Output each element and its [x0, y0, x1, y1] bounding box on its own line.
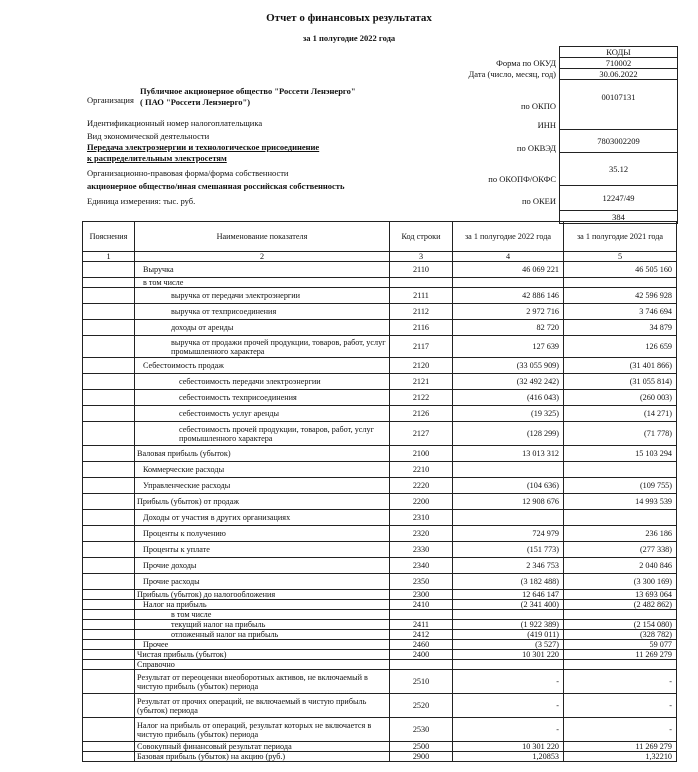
row-note	[83, 446, 135, 462]
table-row	[83, 558, 677, 574]
row-value-2022: 10 301 220	[453, 650, 564, 660]
okud-value: 710002	[560, 58, 678, 69]
row-code: 2330	[390, 542, 453, 558]
row-name: Результат от переоценки внеоборотных активов, не включаемый в чистую прибыль (убыток) периода	[135, 670, 390, 694]
row-code: 2112	[390, 304, 453, 320]
row-value-2021: 3 746 694	[564, 304, 677, 320]
table-row	[83, 494, 677, 510]
row-note	[83, 640, 135, 650]
row-value-2022: (419 011)	[453, 630, 564, 640]
row-value-2021: 11 269 279	[564, 742, 677, 752]
row-code: 2200	[390, 494, 453, 510]
okved-value: 35.12	[560, 153, 678, 186]
legal-form-value: акционерное общество/иная смешанная российская собственность	[87, 181, 345, 191]
table-row	[83, 336, 677, 358]
row-value-2022: (19 325)	[453, 406, 564, 422]
row-value-2022: 10 301 220	[453, 742, 564, 752]
row-value-2021: (277 338)	[564, 542, 677, 558]
row-name: Управленческие расходы	[135, 478, 390, 494]
table-row	[83, 650, 677, 660]
table-row	[83, 422, 677, 446]
row-code: 2116	[390, 320, 453, 336]
row-name: себестоимость прочей продукции, товаров, работ, услуг промышленного характера	[135, 422, 390, 446]
row-code: 2510	[390, 670, 453, 694]
row-name: Прочее	[135, 640, 390, 650]
row-name: Коммерческие расходы	[135, 462, 390, 478]
org-short-name: ( ПАО "Россети Ленэнерго")	[140, 97, 251, 107]
row-code: 2300	[390, 590, 453, 600]
row-note	[83, 358, 135, 374]
date-label: Дата (число, месяц, год)	[468, 69, 556, 79]
row-value-2021: 2 040 846	[564, 558, 677, 574]
okud-label: Форма по ОКУД	[496, 58, 556, 68]
row-value-2021: 34 879	[564, 320, 677, 336]
row-note	[83, 670, 135, 694]
row-code	[390, 610, 453, 620]
table-row	[83, 742, 677, 752]
row-name: Базовая прибыль (убыток) на акцию (руб.)	[135, 752, 390, 762]
table-row	[83, 590, 677, 600]
table-row	[83, 620, 677, 630]
row-name: Проценты к уплате	[135, 542, 390, 558]
row-name: Проценты к получению	[135, 526, 390, 542]
table-row	[83, 670, 677, 694]
table-row	[83, 610, 677, 620]
row-code: 2100	[390, 446, 453, 462]
row-value-2022	[453, 462, 564, 478]
row-name: отложенный налог на прибыль	[135, 630, 390, 640]
col-number: 1	[83, 252, 135, 262]
legal-form-label: Организационно-правовая форма/форма собственности	[87, 168, 289, 178]
row-value-2021: 236 186	[564, 526, 677, 542]
row-value-2022: 12 908 676	[453, 494, 564, 510]
row-code: 2122	[390, 390, 453, 406]
row-value-2021	[564, 278, 677, 288]
okopf-label: по ОКОПФ/ОКФС	[488, 174, 556, 184]
row-note	[83, 262, 135, 278]
row-name: Налог на прибыль	[135, 600, 390, 610]
activity-line1: Передача электроэнергии и технологическое присоединение	[87, 142, 320, 152]
row-value-2022: (2 341 400)	[453, 600, 564, 610]
row-value-2022: (151 773)	[453, 542, 564, 558]
row-name: Чистая прибыль (убыток)	[135, 650, 390, 660]
row-note	[83, 620, 135, 630]
table-row	[83, 478, 677, 494]
row-value-2022: (3 527)	[453, 640, 564, 650]
row-value-2021: (31 401 866)	[564, 358, 677, 374]
row-note	[83, 406, 135, 422]
table-row	[83, 600, 677, 610]
row-value-2021: (14 271)	[564, 406, 677, 422]
row-value-2021: (260 003)	[564, 390, 677, 406]
okved-label: по ОКВЭД	[516, 143, 556, 153]
unit-label: Единица измерения: тыс. руб.	[87, 196, 196, 206]
org-name: Публичное акционерное общество "Россети Ленэнерго"	[140, 86, 356, 96]
row-note	[83, 278, 135, 288]
row-value-2022: 42 886 146	[453, 288, 564, 304]
table-row	[83, 660, 677, 670]
row-value-2021	[564, 660, 677, 670]
row-note	[83, 574, 135, 590]
row-value-2022: (104 636)	[453, 478, 564, 494]
codes-header: КОДЫ	[560, 47, 678, 58]
okei-value: 384	[560, 211, 678, 224]
row-note	[83, 374, 135, 390]
row-name: текущий налог на прибыль	[135, 620, 390, 630]
row-value-2021: -	[564, 694, 677, 718]
row-code: 2460	[390, 640, 453, 650]
row-name: себестоимость услуг аренды	[135, 406, 390, 422]
row-value-2022: (32 492 242)	[453, 374, 564, 390]
row-value-2022	[453, 610, 564, 620]
row-value-2021: -	[564, 718, 677, 742]
row-value-2022: 46 069 221	[453, 262, 564, 278]
row-note	[83, 650, 135, 660]
table-row	[83, 288, 677, 304]
row-name: выручка от продажи прочей продукции, товаров, работ, услуг промышленного характера	[135, 336, 390, 358]
row-note	[83, 510, 135, 526]
row-note	[83, 718, 135, 742]
row-value-2021: 11 269 279	[564, 650, 677, 660]
row-name: выручка от передачи электроэнергии	[135, 288, 390, 304]
okpo-label: по ОКПО	[520, 101, 556, 111]
row-value-2022: -	[453, 670, 564, 694]
row-value-2021: 1,32210	[564, 752, 677, 762]
row-code: 2220	[390, 478, 453, 494]
row-code: 2530	[390, 718, 453, 742]
row-value-2021: (31 055 814)	[564, 374, 677, 390]
row-note	[83, 422, 135, 446]
col-code: Код строки	[390, 222, 453, 252]
row-code: 2411	[390, 620, 453, 630]
row-value-2021: -	[564, 670, 677, 694]
col-number: 3	[390, 252, 453, 262]
activity-line2: к распределительным электросетям	[87, 153, 227, 163]
row-name: Прибыль (убыток) от продаж	[135, 494, 390, 510]
row-value-2022: 82 720	[453, 320, 564, 336]
row-code	[390, 660, 453, 670]
row-value-2022: (128 299)	[453, 422, 564, 446]
inn-label: ИНН	[537, 120, 556, 130]
row-note	[83, 558, 135, 574]
row-note	[83, 660, 135, 670]
row-name: выручка от техприсоединения	[135, 304, 390, 320]
row-value-2022	[453, 510, 564, 526]
table-row	[83, 374, 677, 390]
row-value-2022: (1 922 389)	[453, 620, 564, 630]
row-value-2021	[564, 462, 677, 478]
table-header-row	[83, 222, 677, 252]
row-name: Валовая прибыль (убыток)	[135, 446, 390, 462]
row-name: Себестоимость продаж	[135, 358, 390, 374]
row-code: 2121	[390, 374, 453, 390]
table-row	[83, 262, 677, 278]
row-name: Прибыль (убыток) до налогообложения	[135, 590, 390, 600]
okopf-value: 12247/49	[560, 186, 678, 211]
row-note	[83, 478, 135, 494]
table-row	[83, 304, 677, 320]
okei-label: по ОКЕИ	[521, 196, 556, 206]
table-row	[83, 510, 677, 526]
row-note	[83, 494, 135, 510]
table-row	[83, 542, 677, 558]
row-value-2021: (109 755)	[564, 478, 677, 494]
row-note	[83, 336, 135, 358]
row-note	[83, 610, 135, 620]
row-note	[83, 462, 135, 478]
col-2021: за 1 полугодие 2021 года	[564, 222, 677, 252]
row-note	[83, 526, 135, 542]
page-title: Отчет о финансовых результатах	[266, 12, 432, 24]
table-row	[83, 630, 677, 640]
table-row	[83, 406, 677, 422]
row-value-2021: (2 154 080)	[564, 620, 677, 630]
table-row	[83, 358, 677, 374]
col-number: 2	[135, 252, 390, 262]
date-value: 30.06.2022	[560, 69, 678, 80]
row-name: Совокупный финансовый результат периода	[135, 742, 390, 752]
row-note	[83, 630, 135, 640]
row-value-2022: -	[453, 718, 564, 742]
row-note	[83, 542, 135, 558]
report-period: за 1 полугодие 2022 года	[302, 33, 396, 43]
table-row	[83, 752, 677, 762]
row-name: Справочно	[135, 660, 390, 670]
activity-label: Вид экономической деятельности	[87, 131, 210, 141]
row-value-2022: 2 346 753	[453, 558, 564, 574]
row-note	[83, 600, 135, 610]
row-value-2021: 42 596 928	[564, 288, 677, 304]
row-code: 2412	[390, 630, 453, 640]
row-code: 2410	[390, 600, 453, 610]
row-value-2022: 2 972 716	[453, 304, 564, 320]
row-code: 2320	[390, 526, 453, 542]
row-value-2021: (3 300 169)	[564, 574, 677, 590]
table-row	[83, 694, 677, 718]
row-value-2021: 13 693 064	[564, 590, 677, 600]
row-name: Выручка	[135, 262, 390, 278]
row-name: Доходы от участия в других организациях	[135, 510, 390, 526]
table-number-row	[83, 252, 677, 262]
row-value-2022: 12 646 147	[453, 590, 564, 600]
table-row	[83, 574, 677, 590]
row-value-2021: (71 778)	[564, 422, 677, 446]
row-code: 2500	[390, 742, 453, 752]
row-value-2022: (33 055 909)	[453, 358, 564, 374]
row-code: 2900	[390, 752, 453, 762]
row-code	[390, 278, 453, 288]
row-code: 2111	[390, 288, 453, 304]
row-value-2022: (416 043)	[453, 390, 564, 406]
row-value-2021	[564, 610, 677, 620]
table-row	[83, 320, 677, 336]
row-name: Прочие доходы	[135, 558, 390, 574]
row-name: Результат от прочих операций, не включаемый в чистую прибыль (убыток) периода	[135, 694, 390, 718]
row-value-2021: 14 993 539	[564, 494, 677, 510]
row-name: себестоимость передачи электроэнергии	[135, 374, 390, 390]
col-number: 5	[564, 252, 677, 262]
col-2022: за 1 полугодие 2022 года	[453, 222, 564, 252]
row-value-2022: 127 639	[453, 336, 564, 358]
row-value-2022	[453, 278, 564, 288]
okpo-value: 00107131	[560, 80, 678, 130]
row-name: Прочие расходы	[135, 574, 390, 590]
table-row	[83, 446, 677, 462]
row-note	[83, 320, 135, 336]
table-row	[83, 462, 677, 478]
row-value-2021: 126 659	[564, 336, 677, 358]
row-note	[83, 752, 135, 762]
row-value-2022: 1,20853	[453, 752, 564, 762]
col-number: 4	[453, 252, 564, 262]
inn-value: 7803002209	[560, 130, 678, 153]
org-label: Организация	[87, 95, 134, 105]
row-note	[83, 694, 135, 718]
row-value-2021: (328 782)	[564, 630, 677, 640]
row-value-2022: (3 182 488)	[453, 574, 564, 590]
inn-caption: Идентификационный номер налогоплательщика	[87, 118, 263, 128]
row-value-2021	[564, 510, 677, 526]
row-note	[83, 590, 135, 600]
table-row	[83, 526, 677, 542]
col-indicator: Наименование показателя	[135, 222, 390, 252]
row-value-2021: 15 103 294	[564, 446, 677, 462]
row-value-2022	[453, 660, 564, 670]
row-name: в том числе	[135, 610, 390, 620]
row-name: Налог на прибыль от операций, результат которых не включается в чистую прибыль (убыток) периода	[135, 718, 390, 742]
table-row	[83, 640, 677, 650]
table-row	[83, 278, 677, 288]
row-name: доходы от аренды	[135, 320, 390, 336]
row-value-2022: 724 979	[453, 526, 564, 542]
row-code: 2400	[390, 650, 453, 660]
row-code: 2350	[390, 574, 453, 590]
row-code: 2340	[390, 558, 453, 574]
row-code: 2520	[390, 694, 453, 718]
codes-table	[559, 46, 678, 224]
row-code: 2210	[390, 462, 453, 478]
row-value-2022: 13 013 312	[453, 446, 564, 462]
row-note	[83, 742, 135, 752]
row-code: 2117	[390, 336, 453, 358]
row-note	[83, 390, 135, 406]
row-code: 2110	[390, 262, 453, 278]
row-value-2021: 59 077	[564, 640, 677, 650]
row-code: 2127	[390, 422, 453, 446]
row-value-2021: (2 482 862)	[564, 600, 677, 610]
row-code: 2120	[390, 358, 453, 374]
table-row	[83, 390, 677, 406]
row-note	[83, 288, 135, 304]
row-name: в том числе	[135, 278, 390, 288]
row-code: 2126	[390, 406, 453, 422]
col-notes: Пояснения	[83, 222, 135, 252]
table-row	[83, 718, 677, 742]
row-note	[83, 304, 135, 320]
row-name: себестоимость техприсоединения	[135, 390, 390, 406]
row-value-2021: 46 505 160	[564, 262, 677, 278]
financial-results-table	[82, 221, 677, 762]
row-code: 2310	[390, 510, 453, 526]
row-value-2022: -	[453, 694, 564, 718]
